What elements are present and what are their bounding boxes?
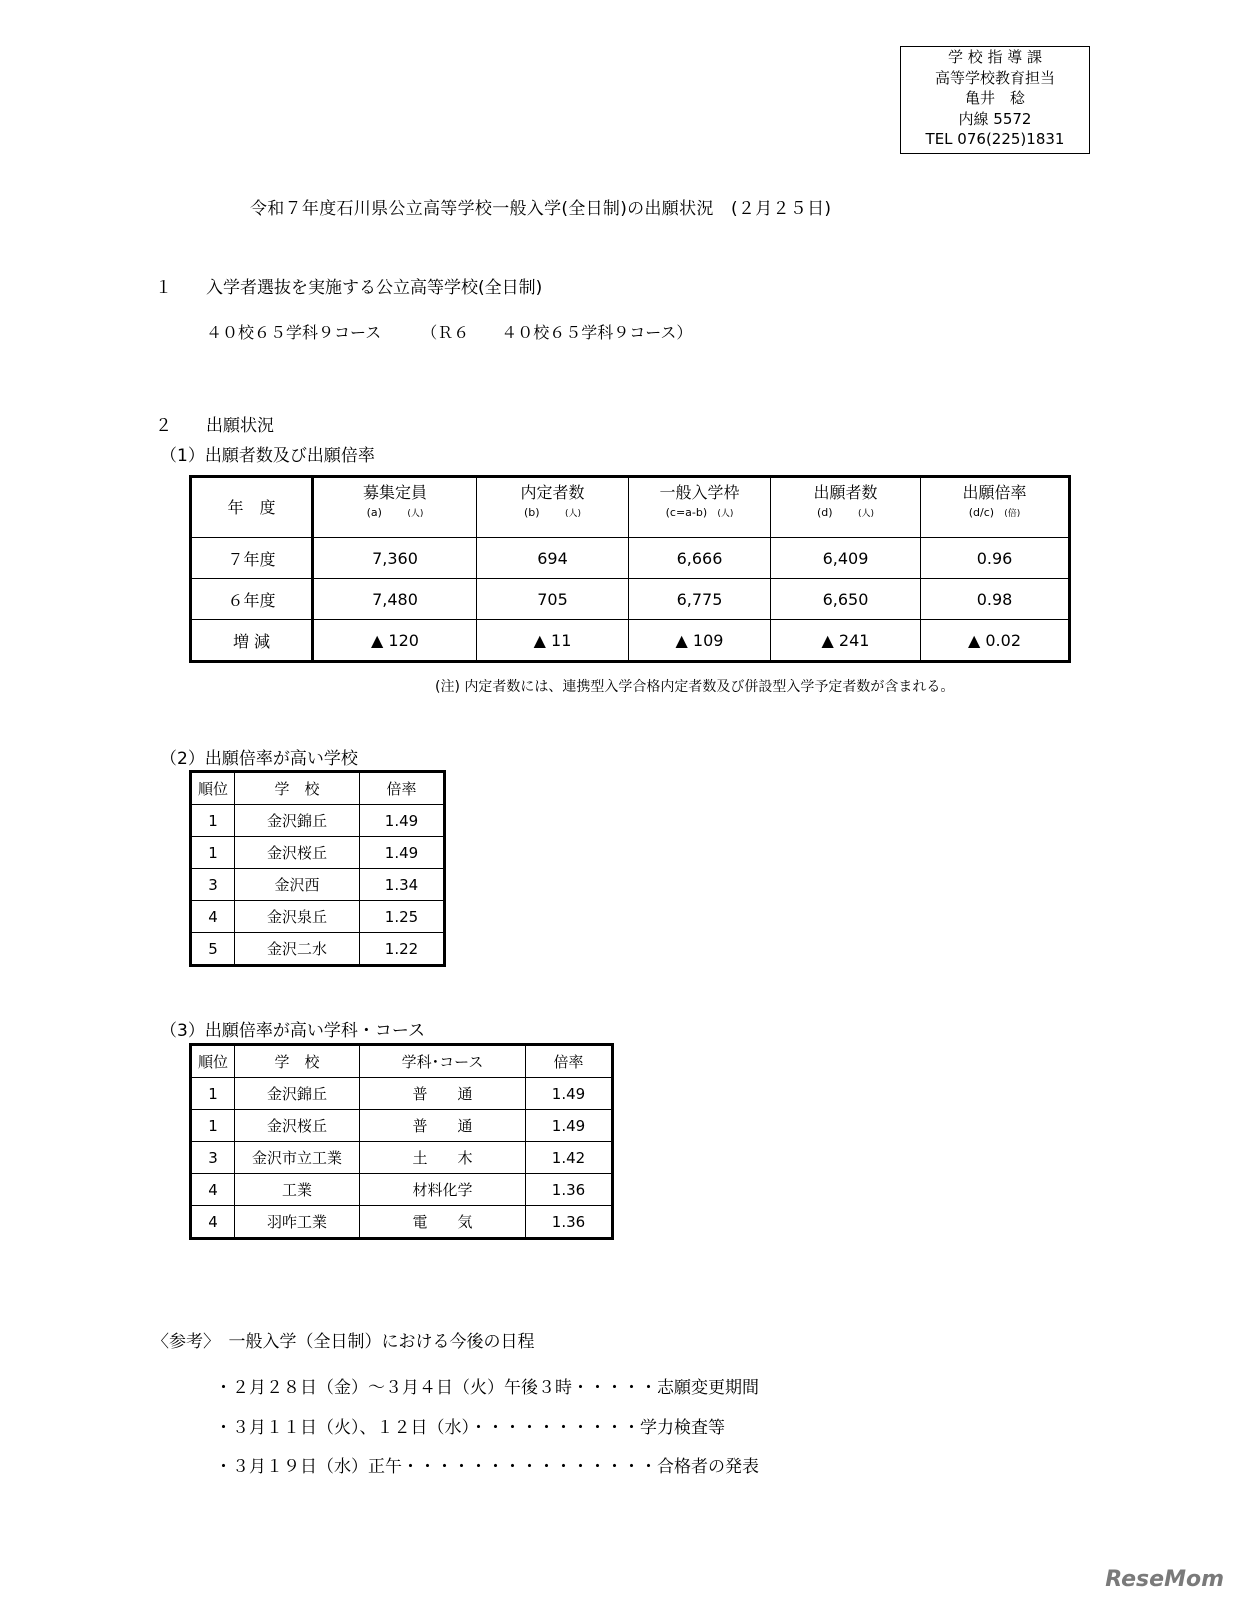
table-cell: ▲ 120: [313, 620, 477, 662]
table-row: [191, 933, 445, 966]
table-cell: 普 通: [360, 1078, 526, 1110]
subsection-top-courses-heading: （3）出願倍率が高い学科・コース: [160, 1021, 425, 1041]
table-row: [191, 1206, 613, 1239]
table-header-row: [191, 772, 445, 805]
table-row: [191, 1142, 613, 1174]
table-row: [191, 1078, 613, 1110]
contact-department: 学 校 指 導 課: [947, 48, 1043, 66]
header-label: 出願者数: [813, 483, 878, 502]
header-label: 一般入学枠: [659, 483, 740, 502]
reference-heading: 〈参考〉 一般入学（全日制）における今後の日程: [152, 1332, 535, 1352]
top-courses-table: [189, 1043, 614, 1240]
contact-phone: TEL 076(225)1831: [925, 130, 1065, 148]
table-cell: ６年度: [191, 579, 313, 620]
table-cell: 羽咋工業: [235, 1206, 360, 1239]
table-cell: ▲ 241: [771, 620, 921, 662]
table-cell: 1.49: [360, 837, 445, 869]
section1-detail: ４０校６５学科９コース （Ｒ６ ４０校６５学科９コース）: [206, 323, 693, 342]
header-general-quota: [629, 477, 771, 538]
table-note: (注) 内定者数には、連携型入学合格内定者数及び併設型入学予定者数が含まれる。: [435, 679, 955, 695]
header-label: 出願倍率: [962, 483, 1027, 502]
table-cell: 0.96: [921, 538, 1070, 579]
table-cell: 1.34: [360, 869, 445, 901]
table-cell: 1: [191, 1110, 235, 1142]
table-header-row: [191, 1045, 613, 1078]
table-cell: 増 減: [191, 620, 313, 662]
header-label: 内定者数: [520, 483, 585, 502]
table-cell: ▲ 0.02: [921, 620, 1070, 662]
schedule-item: ・３月１９日（水）正午・・・・・・・・・・・・・・・合格者の発表: [215, 1457, 759, 1477]
table-cell: ７年度: [191, 538, 313, 579]
table-cell: 1.49: [526, 1078, 613, 1110]
table-row: [191, 620, 1070, 662]
schedule-item: ・３月１１日（火）、１２日（水）・・・・・・・・・・学力検査等: [215, 1418, 725, 1438]
contact-person: 亀井 稔: [964, 89, 1025, 107]
table-cell: 金沢錦丘: [235, 1078, 360, 1110]
header-capacity: [313, 477, 477, 538]
table-cell: 6,409: [771, 538, 921, 579]
table-cell: 694: [477, 538, 629, 579]
table-cell: 金沢市立工業: [235, 1142, 360, 1174]
table-cell: 電 気: [360, 1206, 526, 1239]
table-cell: 6,650: [771, 579, 921, 620]
contact-section: 高等学校教育担当: [934, 68, 1055, 87]
table-row: [191, 837, 445, 869]
header-formula: (a): [366, 506, 382, 519]
table-cell: 4: [191, 1206, 235, 1239]
schedule-item: ・２月２８日（金）～３月４日（火）午後３時・・・・・志願変更期間: [215, 1378, 759, 1398]
table-cell: 1.36: [526, 1174, 613, 1206]
header-rank: 順位: [191, 772, 235, 805]
header-course: 学科･コース: [360, 1045, 526, 1078]
header-school: 学 校: [235, 772, 360, 805]
table-row: [191, 1174, 613, 1206]
table-cell: 1.42: [526, 1142, 613, 1174]
header-ratio: 倍率: [526, 1045, 613, 1078]
table-cell: 1.22: [360, 933, 445, 966]
table-cell: 1: [191, 805, 235, 837]
header-confirmed: [477, 477, 629, 538]
table-cell: 4: [191, 1174, 235, 1206]
table-cell: 6,775: [629, 579, 771, 620]
table-row: [191, 901, 445, 933]
section1-heading: １ 入学者選抜を実施する公立高等学校(全日制): [155, 278, 543, 298]
header-label: 募集定員: [362, 483, 427, 502]
header-label: 年 度: [227, 497, 276, 517]
table-cell: ▲ 109: [629, 620, 771, 662]
table-cell: 1.49: [360, 805, 445, 837]
table-cell: 金沢錦丘: [235, 805, 360, 837]
table-cell: 3: [191, 1142, 235, 1174]
table-cell: 7,480: [313, 579, 477, 620]
header-formula: (b): [523, 506, 540, 519]
table-cell: 金沢二水: [235, 933, 360, 966]
table-cell: 4: [191, 901, 235, 933]
table-header-row: [191, 477, 1070, 538]
header-unit: (人): [407, 509, 424, 519]
table-cell: 工業: [235, 1174, 360, 1206]
table-row: [191, 538, 1070, 579]
table-cell: 1: [191, 1078, 235, 1110]
subsection-applicants-heading: （1）出願者数及び出願倍率: [160, 446, 375, 466]
table-cell: 0.98: [921, 579, 1070, 620]
table-cell: 材料化学: [360, 1174, 526, 1206]
header-unit: (人): [717, 509, 734, 519]
table-row: [191, 805, 445, 837]
table-row: [191, 579, 1070, 620]
table-cell: 7,360: [313, 538, 477, 579]
table-cell: 金沢桜丘: [235, 1110, 360, 1142]
header-formula: (d): [816, 506, 833, 519]
table-row: [191, 869, 445, 901]
table-row: [191, 1110, 613, 1142]
table-cell: 1: [191, 837, 235, 869]
table-cell: 金沢西: [235, 869, 360, 901]
table-cell: 6,666: [629, 538, 771, 579]
table-cell: 金沢泉丘: [235, 901, 360, 933]
header-year: [191, 477, 313, 538]
section2-heading: ２ 出願状況: [155, 416, 274, 436]
applicants-table: [189, 475, 1071, 663]
header-unit: (人): [857, 509, 875, 519]
table-cell: 土 木: [360, 1142, 526, 1174]
table-cell: 1.36: [526, 1206, 613, 1239]
table-cell: ▲ 11: [477, 620, 629, 662]
top-schools-table: [189, 770, 446, 967]
table-cell: 普 通: [360, 1110, 526, 1142]
table-cell: 5: [191, 933, 235, 966]
header-applicants: [771, 477, 921, 538]
table-cell: 705: [477, 579, 629, 620]
header-unit: (人): [564, 509, 582, 519]
table-cell: 1.49: [526, 1110, 613, 1142]
contact-extension: 内線 5572: [958, 109, 1032, 128]
table-cell: 金沢桜丘: [235, 837, 360, 869]
subsection-top-schools-heading: （2）出願倍率が高い学校: [160, 749, 358, 769]
header-ratio: 倍率: [360, 772, 445, 805]
table-cell: 1.25: [360, 901, 445, 933]
header-formula: (c=a-b): [665, 506, 708, 519]
resemom-logo: ReseMom: [1105, 1567, 1224, 1592]
table-cell: 3: [191, 869, 235, 901]
document-title: 令和７年度石川県公立高等学校一般入学(全日制)の出願状況 (２月２５日): [250, 199, 832, 219]
header-unit: (倍): [1004, 509, 1021, 519]
contact-box: [900, 46, 1090, 154]
header-school: 学 校: [235, 1045, 360, 1078]
header-formula: (d/c): [968, 506, 995, 519]
header-rank: 順位: [191, 1045, 235, 1078]
header-ratio: [921, 477, 1070, 538]
